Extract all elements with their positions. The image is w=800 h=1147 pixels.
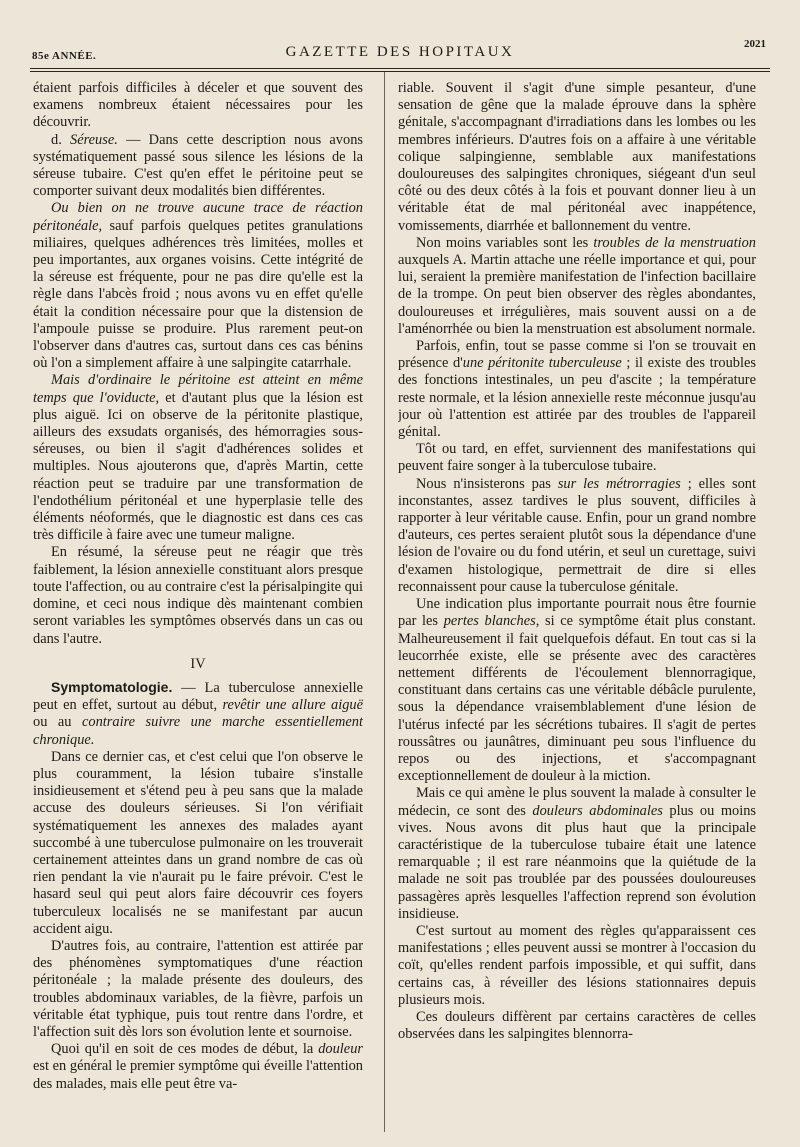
emphasis: sur les métrorragies bbox=[557, 475, 681, 492]
paragraph-text: Quoi qu'il en soit de ces modes de début, la bbox=[51, 1041, 319, 1058]
paragraph: C'est surtout au moment des règles qu'apparaissent ces manifestations ; elles peuvent aussi se montrer à l'occasion du coït, qu'elles rendent parfois impossible, et qui suffit, dans certains cas, à réveiller des lésions stationnaires depuis plusieurs mois. bbox=[398, 922, 756, 1008]
emphasis: Ou bien on ne trouve aucune trace de réaction péritonéale bbox=[33, 200, 363, 234]
paragraph bbox=[398, 785, 756, 923]
paragraph-text: Nous n'insisterons pas bbox=[416, 475, 558, 492]
paragraph: Dans ce dernier cas, et c'est celui que l'on observe le plus couramment, la lésion tubaire s'installe insidieusement et s'étend peu à peu sans que la malade accuse des douleurs sérieuses. Si l'on vérifiait systématiquement les annexes des malades ayant succombé à une tuberculose pulmonaire on les trouverait certainement atteintes dans un grand nombre de cas où rien pendant la vie n'aurait pu le faire prévoir. C'est le hasard seul qui peut alors faire découvrir ces foyers tuberculeux localisés ne se manifestant par aucun accident aigu. bbox=[33, 748, 363, 937]
paragraph: D'autres fois, au contraire, l'attention est attirée par des phénomènes symptomatiques d'une réaction péritonéale ; la malade présente des douleurs, des troubles abdominaux variables, de la fièvre, parfois un véritable état typhique, puis tout rentre dans l'ordre, et l'affection suit dès lors son évolution lente et sournoise. bbox=[33, 937, 363, 1040]
paragraph: étaient parfois difficiles à déceler et que souvent des examens nombreux étaient nécessaires pour les découvrir. bbox=[33, 80, 363, 131]
left-column bbox=[33, 80, 363, 1140]
paragraph bbox=[398, 596, 756, 785]
paragraph-text: Parfois, enfin, tout se passe comme si l'on se trouvait en présence d' bbox=[398, 338, 756, 372]
paragraph-text: auxquels A. Martin attache une réelle importance et qui, pour lui, seraient la première manifestation de l'infection bacillaire de la trompe. On peut bien observer des règles abondantes, douloureuses et irrégulières, mais souvent aussi on a de l'aménorrhée ou bien la menstruation est absolument normale. bbox=[398, 252, 756, 337]
paragraph-text: est en général le premier symptôme qui éveille l'attention des malades, mais elle peut être va- bbox=[33, 1058, 363, 1092]
emphasis: douleur bbox=[318, 1041, 363, 1058]
paragraph-text: ; il existe des troubles des fonctions intestinales, un peu d'ascite ; la température reste normale, et la lésion annexielle reste méconnue jusqu'au jour où l'attention est attirée par des troubles de l'appareil génital. bbox=[398, 355, 756, 441]
emphasis: troubles de la menstruation bbox=[593, 234, 756, 251]
right-column bbox=[398, 80, 756, 1140]
emphasis: une péritonite tuberculeuse bbox=[462, 355, 622, 372]
paragraph bbox=[33, 1041, 363, 1093]
paragraph bbox=[398, 235, 756, 338]
paragraph-text: plus ou moins vives. Nous avons dit plus haut que la principale caractéristique de la tuberculose tubaire était une latence remarquable ; il est rare néanmoins que la quiétude de la malade ne soit pas troublée par des poussées douloureuses passagères après lesquelles l'affection reprend son évolution insidieuse. bbox=[398, 802, 756, 922]
paragraph-text: — Dans cette description nous avons systématiquement passé sous silence les lésions de la séreuse tubaire. C'est qu'en effet le péritoine peut se comporter suivant deux modalités bien différentes. bbox=[33, 131, 363, 200]
paragraph-text: Non moins variables sont les bbox=[416, 234, 594, 251]
page-number: 2021 bbox=[744, 38, 766, 50]
subsection-title: Séreuse. bbox=[70, 131, 118, 148]
paragraph bbox=[398, 338, 756, 441]
emphasis: Mais d'ordinaire le péritoine est atteint en même temps que l'oviducte bbox=[33, 372, 363, 406]
paragraph: Ces douleurs diffèrent par certains caractères de celles observées dans les salpingites blennorra- bbox=[398, 1008, 756, 1043]
emphasis: douleurs abdominales bbox=[532, 802, 663, 819]
paragraph: En résumé, la séreuse peut ne réagir que très faiblement, la lésion annexielle constituant alors presque toute l'affection, ou au contraire c'est la périsalpingite qui domine, et ceci nous indique dès maintenant combien seront variables les symptômes observés dans un cas ou dans l'autre. bbox=[33, 544, 363, 647]
paragraph-text: ou au bbox=[33, 714, 82, 731]
paragraph bbox=[33, 200, 363, 372]
paragraph-text: ; elles sont inconstantes, assez tardives le plus souvent, difficiles à rapporter à leur véritable cause. Enfin, pour un grand nombre d'auteurs, ces pertes seraient plutôt sous la dépendance d'une lésion de l'ovaire ou du fond utérin, et seul un curettage, suivi d'examen histologique, permettrait de dire si elles reconnaissent pour cause la tuberculose génitale. bbox=[398, 475, 756, 595]
paragraph: Tôt ou tard, en effet, surviennent des manifestations qui peuvent faire songer à la tuberculose tubaire. bbox=[398, 441, 756, 475]
list-letter: d. bbox=[51, 131, 71, 148]
column-divider bbox=[384, 72, 385, 1132]
paragraph-text: , et d'autant plus que la lésion est plus aiguë. Ici on observe de la péritonite plastique, ailleurs des exsudats organisés, des hémorragies sous-séreuses, ou bien il s'agit d'adhérences solides et multiples. Nous ajouterons que, d'après Martin, cette réaction peut se traduire par une transformation de l'endothélium péritonéal et une hyperplasie telle des éléments néoformés, que le diagnostic est dans ces cas très difficile à faire avec une tumeur maligne. bbox=[33, 389, 363, 544]
paragraph bbox=[33, 372, 363, 544]
page-header bbox=[30, 38, 770, 68]
paragraph bbox=[33, 679, 363, 749]
volume-year: 85e ANNÉE. bbox=[32, 50, 97, 62]
paragraph-text: Une indication plus importante pourrait nous être fournie par les bbox=[398, 596, 756, 630]
emphasis: revêtir une allure aiguë bbox=[222, 697, 363, 714]
section-title: Symptomatologie. bbox=[51, 678, 173, 695]
header-rule-bottom bbox=[30, 71, 770, 72]
emphasis: contraire suivre une marche essentiellement chronique. bbox=[33, 714, 363, 748]
emphasis: pertes blanches bbox=[443, 613, 536, 630]
paragraph: riable. Souvent il s'agit d'une simple pesanteur, d'une sensation de gêne que la malade éprouve dans la sphère génitale, s'accompagnant d'irradiations dans les lombes ou les membres inférieurs. D'autres fois on a affaire à une véritable colique salpingienne, semblable aux manifestations douloureuses des salpingites chroniques, siégeant d'un seul côté ou des deux côtés à la fois et pouvant donner lieu à un véritable état de mal péritonéal avec inappétence, vomissements, diarrhée et ballonnement du ventre. bbox=[398, 80, 756, 234]
paragraph-text: , si ce symptôme était plus constant. Malheureusement il fait quelquefois défaut. En tout cas si la leucorrhée existe, elle se présente avec des caractères nettement différents de l'écoulement blennorragique, constituant dans certains cas une véritable débâcle purulente, sous la dépendance vraisemblablement d'une lésion de l'utérus infecté par les sécrétions tubaires. Il s'agit de pertes roussâtres ou jaunâtres, diminuant peu sous l'influence du repos ou des injections, et s'accompagnant exceptionnellement de douleur à la miction. bbox=[398, 613, 756, 785]
paragraph-text: Mais ce qui amène le plus souvent la malade à consulter le médecin, ce sont des bbox=[398, 785, 756, 819]
journal-title: GAZETTE DES HOPITAUX bbox=[285, 44, 515, 60]
header-rule-top bbox=[30, 68, 770, 69]
paragraph-text: — La tuberculose annexielle peut en effet, surtout au début, bbox=[33, 679, 363, 714]
paragraph bbox=[33, 132, 363, 201]
paragraph-text: , sauf parfois quelques petites granulations miliaires, quelques adhérences très limitées, molles et peu importantes, aux organes voisins. Cette intégrité de la séreuse est fréquente, pour ne pas dire qu'elle est la règle dans l'abcès froid ; nous avons vu en effet qu'elle était la condition nécessaire pour que la distension de l'ampoule puisse se produire. Plus rarement peut-on l'observer dans d'autres cas, surtout dans ces cas bénins où l'on a simplement affaire à une salpingite catarrhale. bbox=[33, 217, 363, 372]
paragraph bbox=[398, 476, 756, 596]
section-number: IV bbox=[190, 655, 206, 672]
